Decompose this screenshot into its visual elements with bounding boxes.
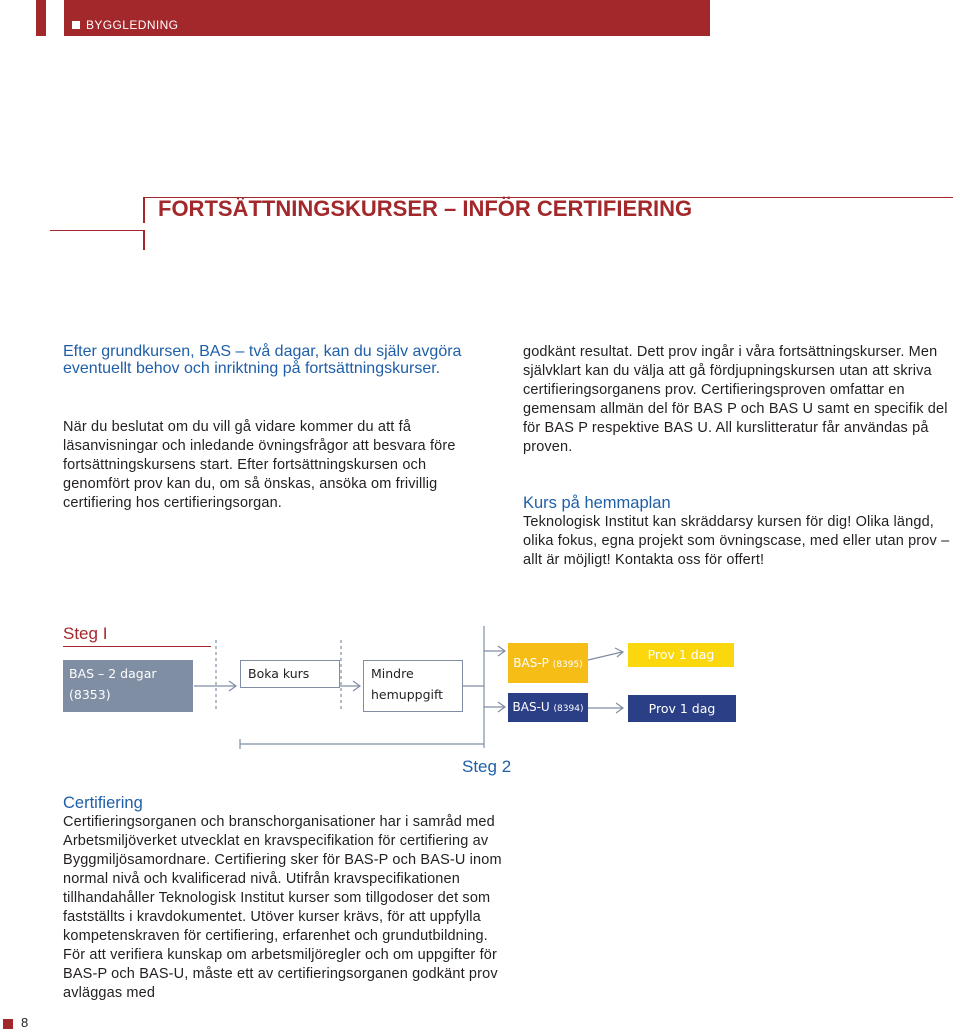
bas-course-title: BAS – 2 dagar	[69, 666, 157, 681]
steg2-label: Steg 2	[462, 757, 512, 776]
title-rule-vertical-bottom	[143, 230, 145, 250]
bas-u-box	[508, 693, 588, 722]
page-number: 8	[21, 1015, 29, 1030]
hemuppgift-line1: Mindre	[371, 666, 414, 681]
hemuppgift-box	[363, 660, 463, 712]
left-body-text: När du beslutat om du vill gå vidare kommer du att få läsanvisningar och inledande övningsfrågor att besvara före fortsättningskursens start. Efter fortsättningskursen och genomfört prov kan du, om så önskas, ansöka om frivillig certifiering hos certifieringsorgan.	[63, 419, 456, 511]
page-title: FORTSÄTTNINGSKURSER – INFÖR CERTIFIERING	[158, 196, 693, 221]
hemuppgift-line2: hemuppgift	[371, 687, 444, 702]
title-rule-vertical-top	[143, 197, 145, 223]
prov-box-bas-p: Prov 1 dag	[628, 643, 734, 667]
intro-text: Efter grundkursen, BAS – två dagar, kan du själv avgöra eventuellt behov och inriktning på fortsättningskurser.	[63, 343, 462, 377]
certifiering-body-text: Certifieringsorganen och branschorganisationer har i samråd med Arbetsmiljöverket utvecklat en kravspecifikation för certifiering av Byggmiljösamordnare. Certifiering sker för BAS-P och BAS-U inom normal nivå och kvalificerad nivå. Utifrån kravspecifikationen tillhandahåller Teknologisk Institut kurser som tillgodoser det som fastställts i kravdokumentet. Utöver kurser krävs, för att uppfylla kompetenskraven för certifiering, erfarenhet och grundutbildning. För att verifiera kunskap om arbetsmiljöregler och om uppgifter för BAS-P och BAS-U, måste ett av certifieringsorganen godkänt prov avläggas med	[63, 814, 502, 1001]
header-accent	[36, 0, 46, 36]
certifiering-heading: Certifiering	[63, 794, 143, 812]
bas-u-label: BAS-U	[512, 700, 550, 714]
steg1-label: Steg I	[63, 624, 108, 643]
footer-square-icon	[3, 1019, 13, 1029]
bas-p-box	[508, 643, 588, 683]
prov-box-bas-u: Prov 1 dag	[628, 695, 736, 722]
title-rule-bottom	[50, 230, 143, 231]
bas-p-label: BAS-P	[513, 656, 549, 670]
kurs-body-text: Teknologisk Institut kan skräddarsy kursen för dig! Olika längd, olika fokus, egna projekt som övningscase, med eller utan prov – allt är möjligt! Kontakta oss för offert!	[523, 514, 950, 568]
header-square-icon	[72, 21, 80, 29]
bas-u-code: (8394)	[553, 704, 584, 714]
kurs-heading: Kurs på hemmaplan	[523, 494, 671, 512]
bas-course-code: (8353)	[69, 687, 111, 702]
boka-kurs-box: Boka kurs	[240, 660, 340, 688]
bas-p-code: (8395)	[552, 660, 583, 670]
bas-course-box	[63, 660, 193, 712]
section-label: BYGGLEDNING	[86, 18, 179, 32]
right-body-text: godkänt resultat. Dett prov ingår i våra fortsättningskurser. Men självklart kan du välja att gå fördjupningskursen utan att skriva certifieringsorganens prov. Certifieringsproven omfattar en gemensam allmän del för BAS P och BAS U samt en specifik del för BAS P respektive BAS U. All kurslitteratur får användas på proven.	[523, 344, 948, 455]
